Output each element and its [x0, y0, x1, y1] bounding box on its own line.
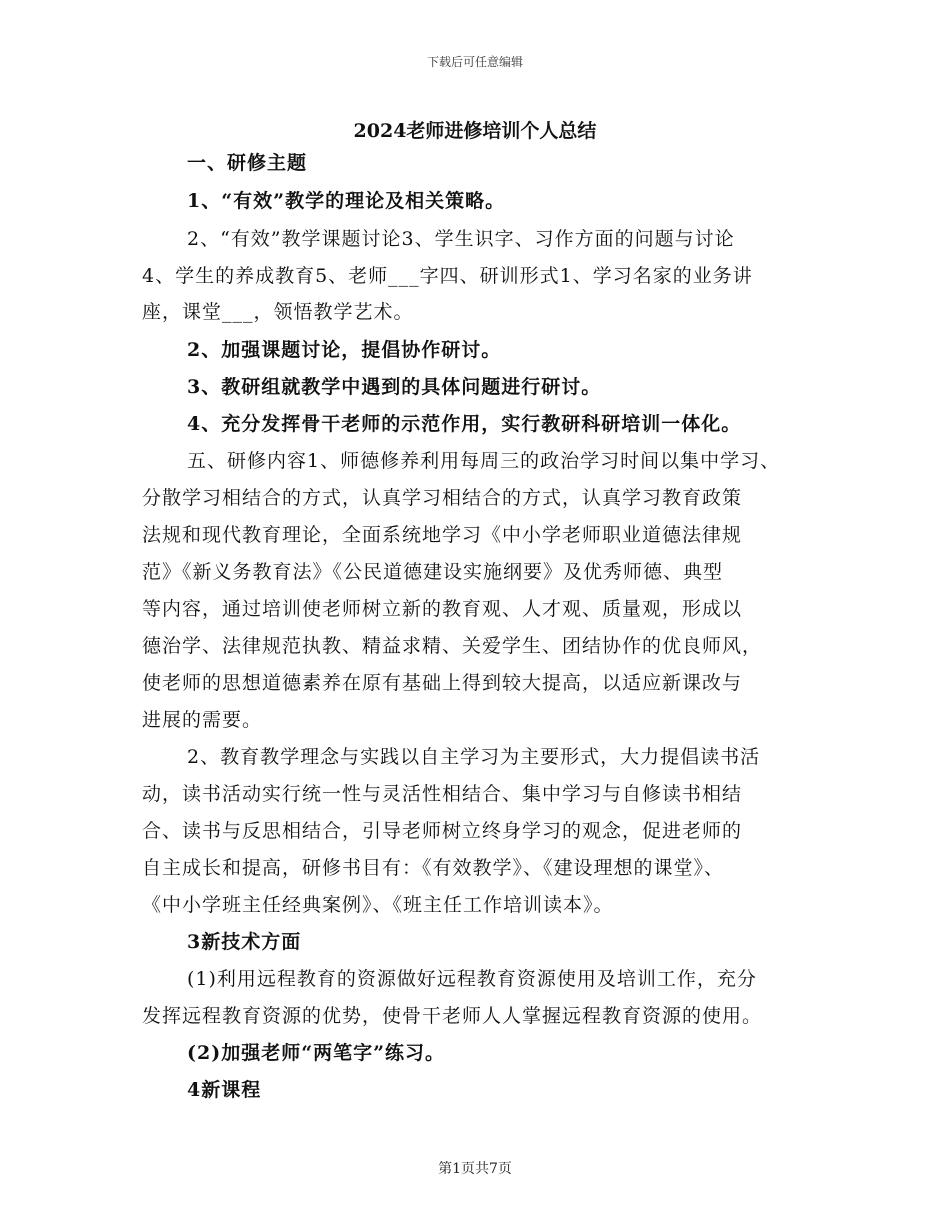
- paragraph-line: (1)利用远程教育的资源做好远程教育资源使用及培训工作，充分: [187, 968, 757, 990]
- paragraph-line: 动，读书活动实行统一性与灵活性相结合、集中学习与自修读书相结: [142, 783, 743, 805]
- theme-item-1: 1、“有效”教学的理论及相关策略。: [187, 190, 506, 212]
- page-footer: 第1页共7页: [438, 1161, 512, 1177]
- paragraph-line: 等内容，通过培训使老师树立新的教育观、人才观、质量观，形成以: [142, 598, 743, 620]
- new-tech-item-2: (2)加强老师“两笔字”练习。: [187, 1042, 446, 1064]
- paragraph-line: 范》《新义务教育法》《公民道德建设实施纲要》及优秀师德、典型: [142, 561, 724, 583]
- paragraph-line: 《中小学班主任经典案例》、《班主任工作培训读本》。: [142, 894, 614, 916]
- paragraph-line: 五、研修内容1、师德修养利用每周三的政治学习时间以集中学习、: [187, 450, 781, 472]
- paragraph-line: 2、教育教学理念与实践以自主学习为主要形式，大力提倡读书活: [187, 746, 761, 768]
- section-heading-new-curriculum: 4新课程: [187, 1079, 262, 1101]
- paragraph-line: 座，课堂___，领悟教学艺术。: [142, 301, 414, 323]
- paragraph-line: 使老师的思想道德素养在原有基础上得到较大提高，以适应新课改与: [142, 672, 743, 694]
- paragraph-line: 发挥远程教育资源的优势，使骨干老师人人掌握远程教育资源的使用。: [142, 1005, 763, 1027]
- paragraph-line: 4、学生的养成教育5、老师___字四、研训形式1、学习名家的业务讲: [142, 265, 753, 287]
- paragraph-line: 进展的需要。: [142, 709, 263, 731]
- paragraph-line: 德治学、法律规范执教、精益求精、关爱学生、团结协作的优良师风，: [142, 635, 763, 657]
- paragraph-line: 自主成长和提高，研修书目有：《有效教学》、《建设理想的课堂》、: [142, 857, 725, 879]
- theme-item-3: 3、教研组就教学中遇到的具体问题进行研讨。: [187, 376, 602, 398]
- section-heading-research-theme: 一、研修主题: [187, 152, 308, 174]
- theme-item-2: 2、加强课题讨论，提倡协作研讨。: [187, 339, 502, 361]
- theme-item-4: 4、充分发挥骨干老师的示范作用，实行教研科研培训一体化。: [187, 413, 742, 435]
- paragraph-line: 分散学习相结合的方式，认真学习相结合的方式，认真学习教育政策: [142, 487, 743, 509]
- header-note: 下载后可任意编辑: [426, 55, 523, 69]
- document-title: 2024老师进修培训个人总结: [353, 120, 597, 142]
- paragraph-line: 2、“有效”教学课题讨论3、学生识字、习作方面的问题与讨论: [187, 228, 735, 250]
- section-heading-new-tech: 3新技术方面: [187, 931, 302, 953]
- paragraph-line: 合、读书与反思相结合，引导老师树立终身学习的观念，促进老师的: [142, 820, 743, 842]
- paragraph-line: 法规和现代教育理论，全面系统地学习《中小学老师职业道德法律规: [142, 524, 743, 546]
